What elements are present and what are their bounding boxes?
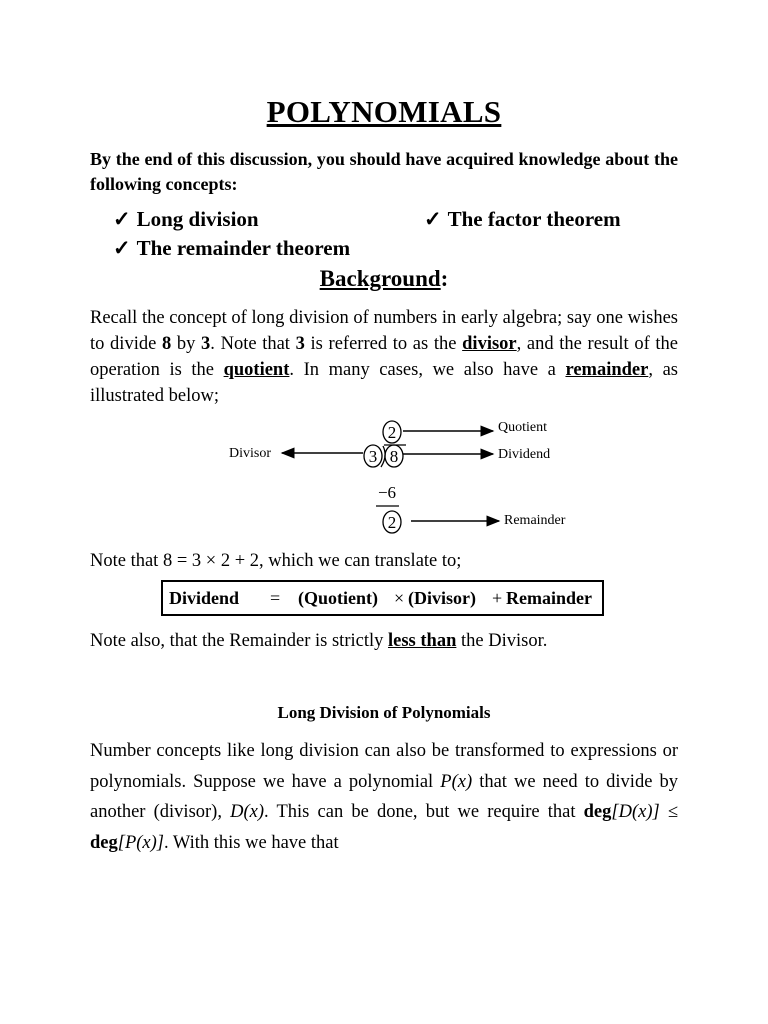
formula-times: × bbox=[394, 588, 405, 608]
division-formula-box bbox=[161, 580, 604, 616]
equation: 8 = 3 × 2 + 2 bbox=[162, 551, 260, 571]
text-run: Recall the concept of long division of numbers in early algebra; say one wishes to divide bbox=[90, 308, 678, 354]
text-run: , which we can translate to; bbox=[259, 551, 462, 571]
text-run: Note also, that the Remainder is strictly bbox=[90, 631, 388, 651]
objective-remainder-theorem bbox=[113, 236, 350, 261]
text-run: Number concepts like long division can also be transformed to expressions or polynomials. Suppose we have a polynomial bbox=[90, 741, 678, 792]
page-title: POLYNOMIALS bbox=[266, 94, 502, 129]
label-divisor: Divisor bbox=[229, 446, 271, 461]
formula-remainder: Remainder bbox=[506, 588, 592, 608]
dividend-digit: 8 bbox=[389, 447, 399, 466]
text-run: . In many cases, we also have a bbox=[289, 360, 566, 380]
checkmark-icon: ✓ bbox=[113, 236, 131, 260]
text-run: by bbox=[171, 334, 202, 354]
text-run: that we need to divide by another (divisor), bbox=[90, 771, 678, 822]
background-heading-colon: : bbox=[440, 266, 449, 291]
remainder-digit: 2 bbox=[387, 513, 397, 532]
number-8: 8 bbox=[161, 334, 172, 354]
term-divisor: divisor bbox=[462, 334, 517, 354]
number-3: 3 bbox=[201, 334, 211, 354]
section-paragraph bbox=[90, 736, 678, 858]
number-3: 3 bbox=[295, 334, 305, 354]
checkmark-icon: ✓ bbox=[424, 207, 442, 231]
text-run: Note that bbox=[90, 551, 163, 571]
divisor-digit: 3 bbox=[368, 447, 378, 466]
text-run: . This can be done, but we require that bbox=[264, 802, 584, 822]
background-heading-text: Background bbox=[319, 266, 441, 291]
note-remainder bbox=[90, 628, 678, 654]
text-run: is referred to as the bbox=[304, 334, 463, 354]
background-paragraph bbox=[90, 305, 678, 409]
math-deg: deg bbox=[90, 832, 118, 853]
label-dividend: Dividend bbox=[498, 447, 551, 462]
formula-equals: = bbox=[270, 588, 281, 608]
formula-plus: + bbox=[492, 588, 503, 608]
math-dx: D(x) bbox=[230, 802, 265, 822]
objective-factor-theorem bbox=[424, 207, 621, 232]
intro-text: By the end of this discussion, you should have acquired knowledge about the following concepts: bbox=[90, 149, 678, 194]
text-run: , and the result of the operation is the bbox=[90, 334, 678, 380]
text-run: . Note that bbox=[210, 334, 296, 354]
note-equation bbox=[90, 548, 678, 574]
math-px: P(x) bbox=[440, 771, 473, 792]
section-heading: Long Division of Polynomials bbox=[277, 703, 491, 722]
objective-label: The remainder theorem bbox=[136, 236, 351, 260]
long-division-diagram bbox=[0, 412, 768, 542]
text-run: the Divisor. bbox=[456, 631, 548, 651]
term-quotient: quotient bbox=[223, 360, 290, 380]
label-quotient: Quotient bbox=[498, 420, 547, 435]
math-px-bracket: [P(x)] bbox=[117, 832, 164, 853]
formula-divisor: (Divisor) bbox=[408, 588, 476, 608]
checkmark-icon: ✓ bbox=[113, 207, 131, 231]
objective-long-division bbox=[113, 207, 259, 232]
formula-dividend: Dividend bbox=[169, 588, 240, 608]
math-deg: deg bbox=[583, 802, 612, 822]
objective-label: The factor theorem bbox=[447, 207, 621, 231]
background-heading bbox=[0, 266, 768, 292]
text-run: , as illustrated below; bbox=[90, 360, 678, 406]
formula-quotient: (Quotient) bbox=[298, 588, 378, 608]
math-dx-bracket: [D(x)] bbox=[611, 802, 660, 822]
objective-label: Long division bbox=[136, 207, 259, 231]
text-run: . With this we have that bbox=[163, 832, 339, 853]
term-remainder: remainder bbox=[565, 360, 649, 380]
subtract-value: −6 bbox=[377, 483, 397, 502]
math-le: ≤ bbox=[659, 802, 678, 822]
label-remainder: Remainder bbox=[504, 513, 566, 528]
term-less-than: less than bbox=[388, 631, 457, 651]
quotient-digit: 2 bbox=[387, 423, 397, 442]
